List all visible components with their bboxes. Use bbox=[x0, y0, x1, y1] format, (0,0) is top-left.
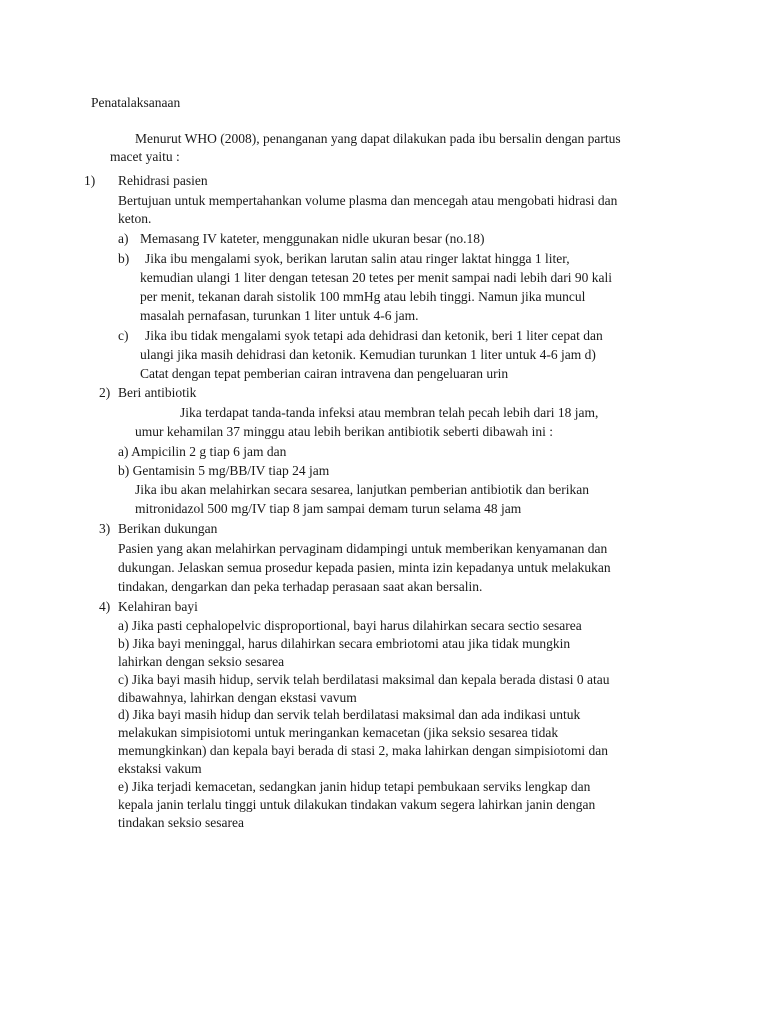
sublist-line: ekstaksi vakum bbox=[118, 761, 202, 776]
list-number: 1) bbox=[84, 173, 96, 188]
list-title: Beri antibiotik bbox=[118, 385, 197, 400]
sublist-line: Memasang IV kateter, menggunakan nidle ukuran besar (no.18) bbox=[140, 231, 485, 246]
sublist-line: d) Jika bayi masih hidup dan servik telah berdilatasi maksimal dan ada indikasi untuk bbox=[118, 707, 581, 722]
sublist-line: a) Ampicilin 2 g tiap 6 jam dan bbox=[118, 444, 287, 459]
sublist-line: c) Jika bayi masih hidup, servik telah berdilatasi maksimal dan kepala berada distasi 0 atau bbox=[118, 672, 610, 687]
sublist-line: melakukan simpisiotomi untuk meringankan kemacetan (jika seksio sesarea tidak bbox=[118, 725, 559, 740]
sublist-line: Jika ibu tidak mengalami syok tetapi ada dehidrasi dan ketonik, beri 1 liter cepat dan bbox=[145, 328, 603, 343]
sublist-line: a) Jika pasti cephalopelvic disproportional, bayi harus dilahirkan secara sectio sesarea bbox=[118, 618, 582, 633]
sublist-line: per menit, tekanan darah sistolik 100 mmHg atau lebih tinggi. Namun jika muncul bbox=[140, 289, 586, 304]
sublist-line: ulangi jika masih dehidrasi dan ketonik. Kemudian turunkan 1 liter untuk 4-6 jam d) bbox=[140, 347, 596, 362]
sublist-line: e) Jika terjadi kemacetan, sedangkan janin hidup tetapi pembukaan serviks lengkap dan bbox=[118, 779, 591, 794]
sublist-line: tindakan seksio sesarea bbox=[118, 815, 244, 830]
intro-line: macet yaitu : bbox=[110, 149, 180, 164]
intro-line: Menurut WHO (2008), penanganan yang dapat dilakukan pada ibu bersalin dengan partus bbox=[135, 131, 621, 146]
sublist-line: lahirkan dengan seksio sesarea bbox=[118, 654, 285, 669]
sublist-line: dibawahnya, lahirkan dengan ekstasi vavum bbox=[118, 690, 357, 705]
sublist-line: b) Jika bayi meninggal, harus dilahirkan secara embriotomi atau jika tidak mungkin bbox=[118, 636, 571, 651]
paragraph-line: mitronidazol 500 mg/IV tiap 8 jam sampai demam turun selama 48 jam bbox=[135, 501, 522, 516]
paragraph-line: keton. bbox=[118, 211, 152, 226]
sublist-marker: a) bbox=[118, 231, 129, 246]
paragraph-line: dukungan. Jelaskan semua prosedur kepada pasien, minta izin kepadanya untuk melakukan bbox=[118, 560, 611, 575]
paragraph-line: umur kehamilan 37 minggu atau lebih berikan antibiotik seberti dibawah ini : bbox=[135, 424, 554, 439]
paragraph-line: Bertujuan untuk mempertahankan volume plasma dan mencegah atau mengobati hidrasi dan bbox=[118, 193, 618, 208]
sublist-line: Jika ibu mengalami syok, berikan larutan salin atau ringer laktat hingga 1 liter, bbox=[145, 251, 570, 266]
list-title: Kelahiran bayi bbox=[118, 599, 198, 614]
list-title: Berikan dukungan bbox=[118, 521, 218, 536]
list-title: Rehidrasi pasien bbox=[118, 173, 208, 188]
paragraph-line: Pasien yang akan melahirkan pervaginam didampingi untuk memberikan kenyamanan dan bbox=[118, 541, 608, 556]
list-number: 2) bbox=[99, 385, 111, 400]
paragraph-line: tindakan, dengarkan dan peka terhadap perasaan saat akan bersalin. bbox=[118, 579, 483, 594]
paragraph-line: Jika ibu akan melahirkan secara sesarea, lanjutkan pemberian antibiotik dan berikan bbox=[135, 482, 589, 497]
sublist-line: b) Gentamisin 5 mg/BB/IV tiap 24 jam bbox=[118, 463, 330, 478]
list-number: 3) bbox=[99, 521, 111, 536]
sublist-marker: c) bbox=[118, 328, 129, 343]
sublist-line: memungkinkan) dan kepala bayi berada di stasi 2, maka lahirkan dengan simpisiotomi dan bbox=[118, 743, 608, 758]
sublist-line: masalah pernafasan, turunkan 1 liter untuk 4-6 jam. bbox=[140, 308, 419, 323]
sublist-line: kepala janin terlalu tinggi untuk dilakukan tindakan vakum segera lahirkan janin dengan bbox=[118, 797, 596, 812]
sublist-line: kemudian ulangi 1 liter dengan tetesan 20 tetes per menit sampai nadi lebih dari 90 kali bbox=[140, 270, 612, 285]
section-heading: Penatalaksanaan bbox=[91, 95, 181, 110]
sublist-marker: b) bbox=[118, 251, 130, 266]
list-number: 4) bbox=[99, 599, 111, 614]
sublist-line: Catat dengan tepat pemberian cairan intravena dan pengeluaran urin bbox=[140, 366, 509, 381]
paragraph-line: Jika terdapat tanda-tanda infeksi atau membran telah pecah lebih dari 18 jam, bbox=[180, 405, 599, 420]
